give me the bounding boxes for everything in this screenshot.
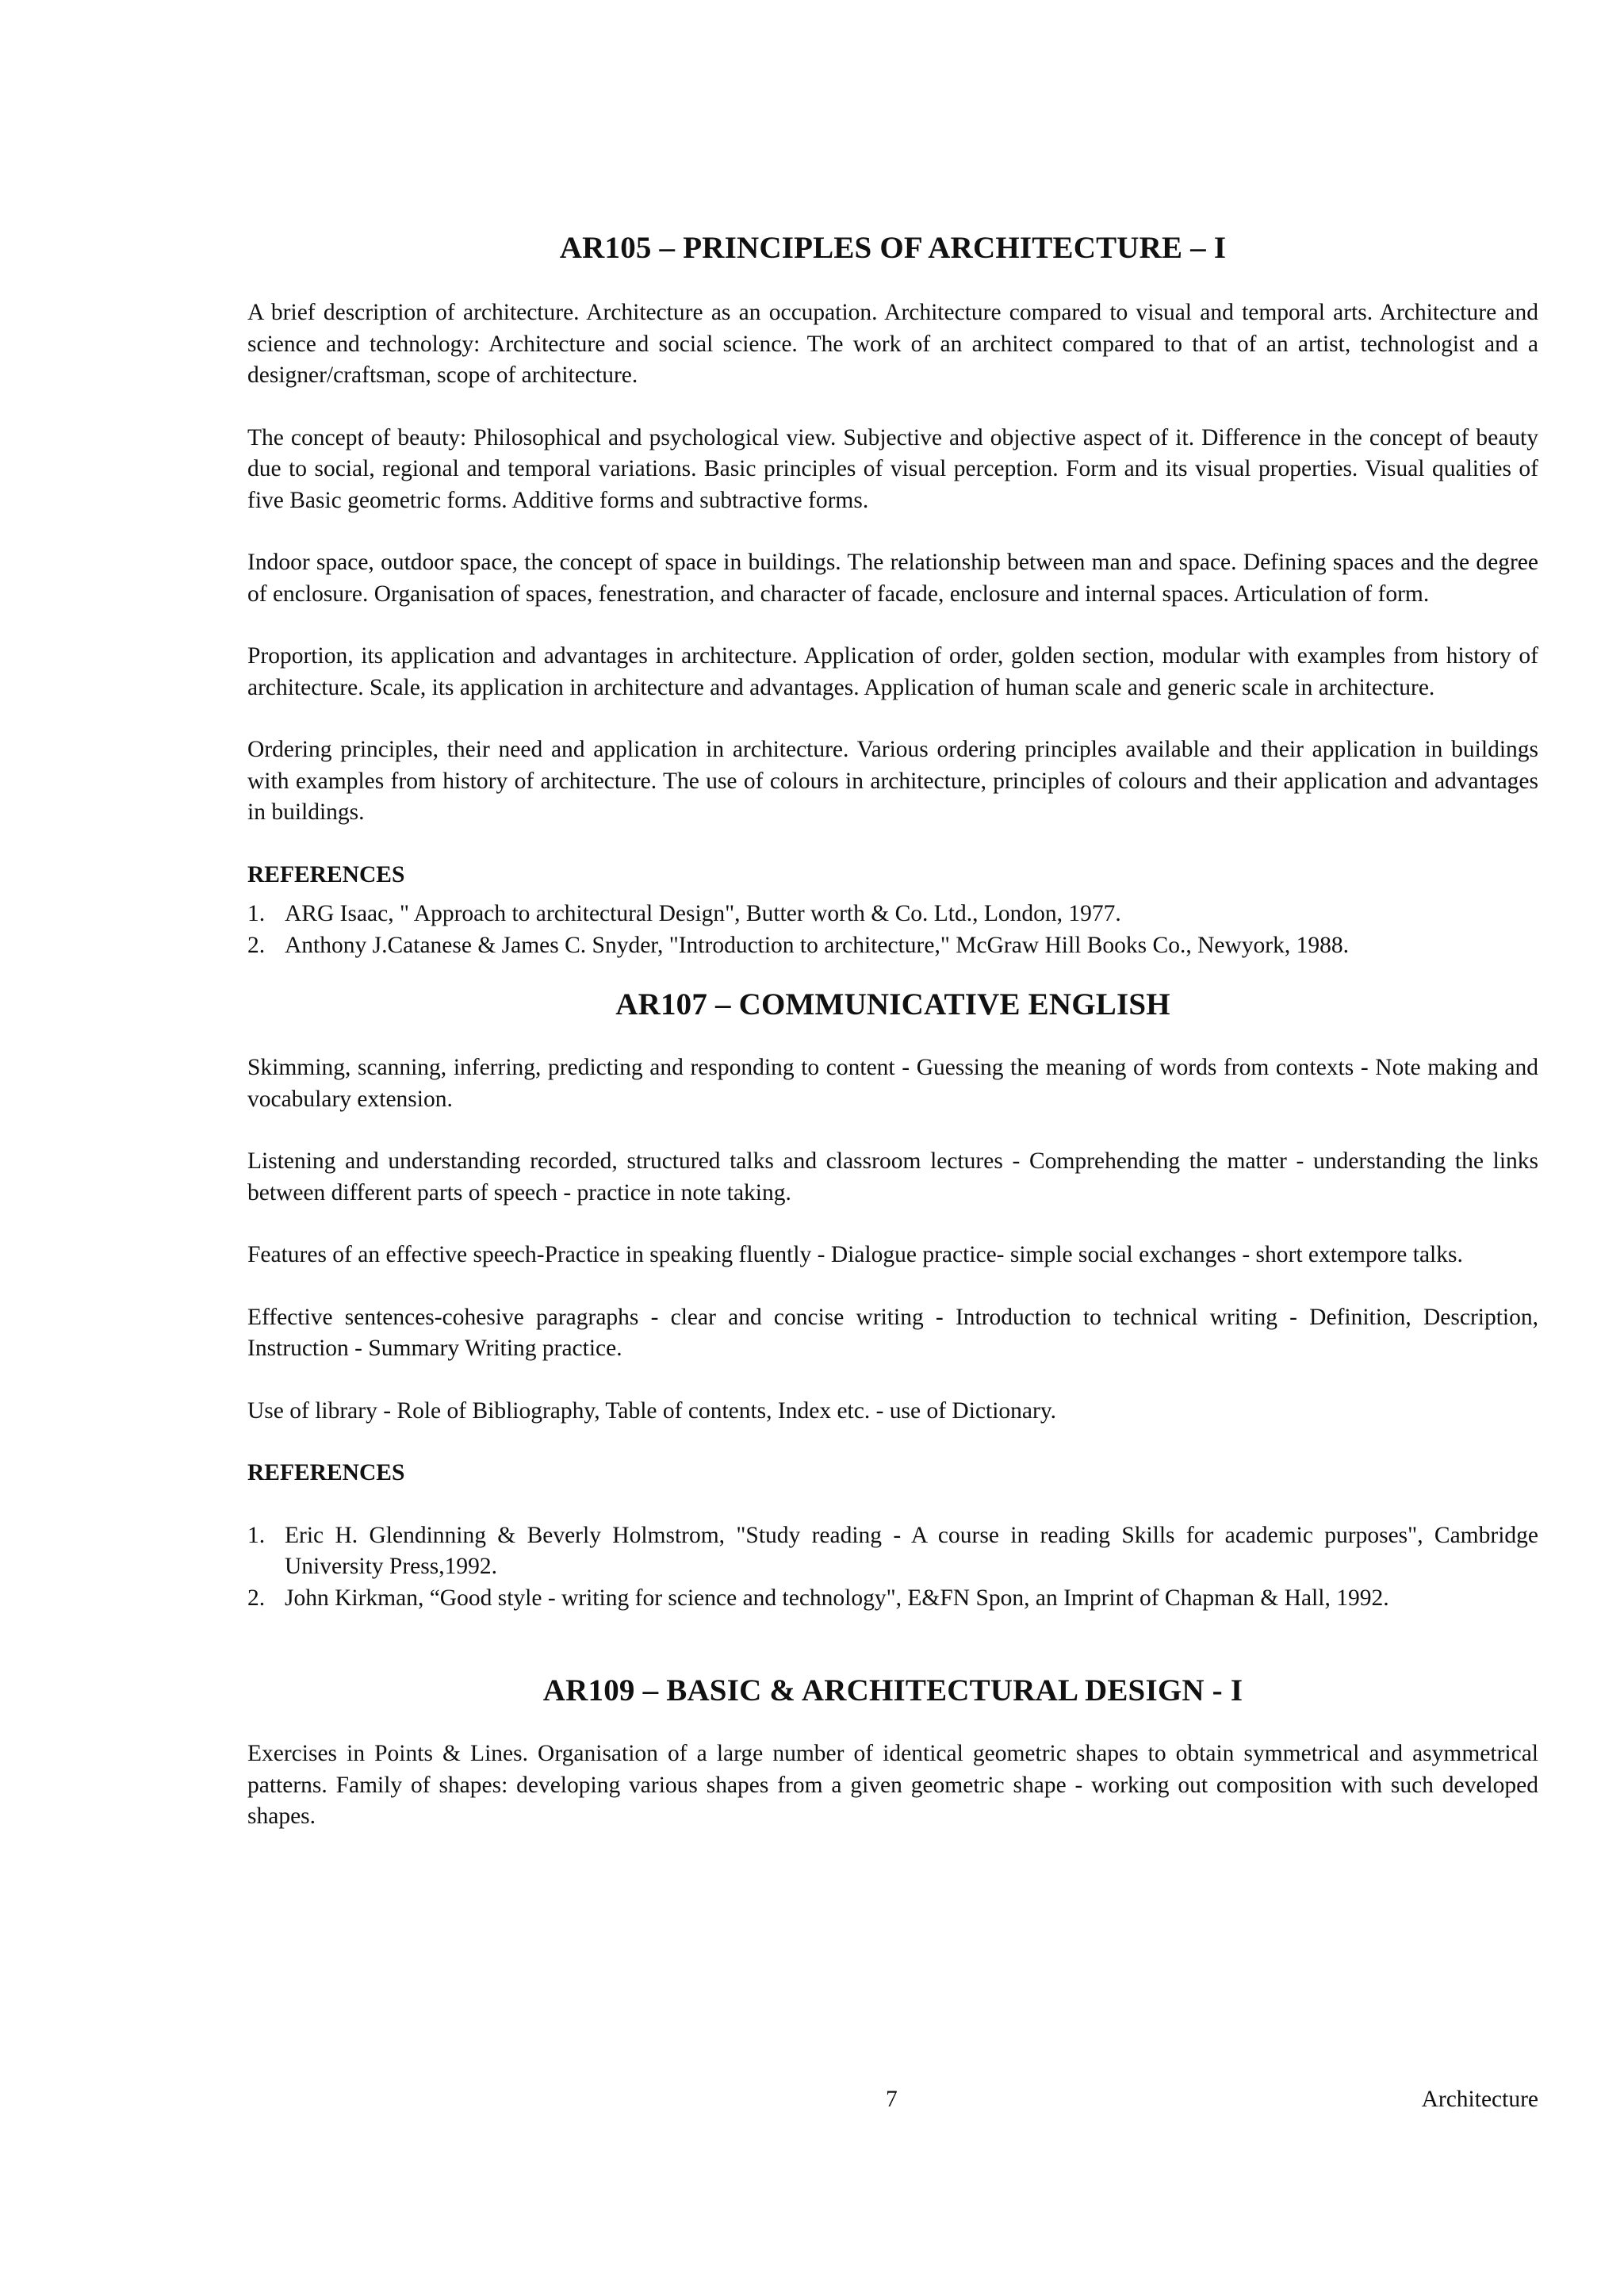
reference-text: John Kirkman, “Good style - writing for science and technology", E&FN Spon, an Imprint of Chapman & Hall, 1992. [285, 1585, 1389, 1611]
paragraph: A brief description of architecture. Architecture as an occupation. Architecture compared to visual and temporal arts. Architecture and science and technology: Architecture and social science. The work of an architect compared to that of an artist, technologist and a designer/craftsman, scope of architecture. [247, 300, 1538, 388]
course-section-ar109 [247, 1671, 1538, 1833]
paragraph: Proportion, its application and advantages in architecture. Application of order, golden section, modular with examples from history of architecture. Scale, its application in architecture and advantages. Application of human scale and generic scale in architecture. [247, 643, 1538, 700]
references-list [247, 1520, 1538, 1615]
reference-text: Eric H. Glendinning & Beverly Holmstrom, "Study reading - A course in reading Skills for academic purposes", Cambridge University Press,1992. [285, 1522, 1538, 1579]
paragraph: Skimming, scanning, inferring, predicting and responding to content - Guessing the meaning of words from contexts - Note making and vocabulary extension. [247, 1055, 1538, 1112]
department-label: Architecture [1421, 2087, 1538, 2112]
paragraph: Indoor space, outdoor space, the concept of space in buildings. The relationship between man and space. Defining spaces and the degree of enclosure. Organisation of spaces, fenestration, and character of facade, enclosure and internal spaces. Articulation of form. [247, 550, 1538, 607]
course-section-ar107 [247, 985, 1538, 1614]
reference-item: 1. ARG Isaac, " Approach to architectural Design", Butter worth & Co. Ltd., London, 1977. [247, 901, 1121, 926]
paragraph: Listening and understanding recorded, structured talks and classroom lectures - Comprehending the matter - understanding the links between different parts of speech - practice in note taking. [247, 1148, 1538, 1205]
paragraph: The concept of beauty: Philosophical and psychological view. Subjective and objective aspect of it. Difference in the concept of beauty due to social, regional and temporal variations. Basic principles of visual perception. Form and its visual properties. Visual qualities of five Basic geometric forms. Additive forms and subtractive forms. [247, 424, 1538, 513]
reference-text: Anthony J.Catanese & James C. Snyder, "Introduction to architecture," McGraw Hill Books Co., Newyork, 1988. [285, 932, 1349, 958]
reference-item: 1. Eric H. Glendinning & Beverly Holmstrom, "Study reading - A course in reading Skills for academic purposes", Cambridge University Press,1992. [247, 1522, 1538, 1579]
document-page [247, 228, 1538, 1833]
reference-text: ARG Isaac, " Approach to architectural Design", Butter worth & Co. Ltd., London, 1977. [285, 901, 1121, 926]
course-section-ar105 [247, 228, 1538, 961]
reference-item: 2. Anthony J.Catanese & James C. Snyder, "Introduction to architecture," McGraw Hill Books Co., Newyork, 1988. [247, 932, 1349, 958]
page-number: 7 [886, 2087, 898, 2112]
section-title: AR107 – COMMUNICATIVE ENGLISH [615, 987, 1170, 1022]
paragraph: Exercises in Points & Lines. Organisation of a large number of identical geometric shapes to obtain symmetrical and asymmetrical patterns. Family of shapes: developing various shapes from a given geometric shape - working out composition with such developed shapes. [247, 1741, 1538, 1829]
section-title: AR109 – BASIC & ARCHITECTURAL DESIGN - I [542, 1673, 1243, 1708]
reference-item: 2. John Kirkman, “Good style - writing for science and technology", E&FN Spon, an Imprint of Chapman & Hall, 1992. [247, 1585, 1389, 1611]
paragraph: Effective sentences-cohesive paragraphs - clear and concise writing - Introduction to technical writing - Definition, Description, Instruction - Summary Writing practice. [247, 1304, 1538, 1361]
references-heading: REFERENCES [247, 1460, 405, 1485]
paragraph: Use of library - Role of Bibliography, Table of contents, Index etc. - use of Dictionary. [247, 1397, 1057, 1424]
paragraph: Features of an effective speech-Practice in speaking fluently - Dialogue practice- simple social exchanges - short extempore talks. [247, 1242, 1463, 1267]
paragraph: Ordering principles, their need and application in architecture. Various ordering principles available and their application in buildings with examples from history of architecture. The use of colours in architecture, principles of colours and their application and advantages in buildings. [247, 737, 1538, 825]
section-title: AR105 – PRINCIPLES OF ARCHITECTURE – I [559, 231, 1227, 265]
references-heading: REFERENCES [247, 861, 405, 887]
references-list [247, 899, 1538, 961]
